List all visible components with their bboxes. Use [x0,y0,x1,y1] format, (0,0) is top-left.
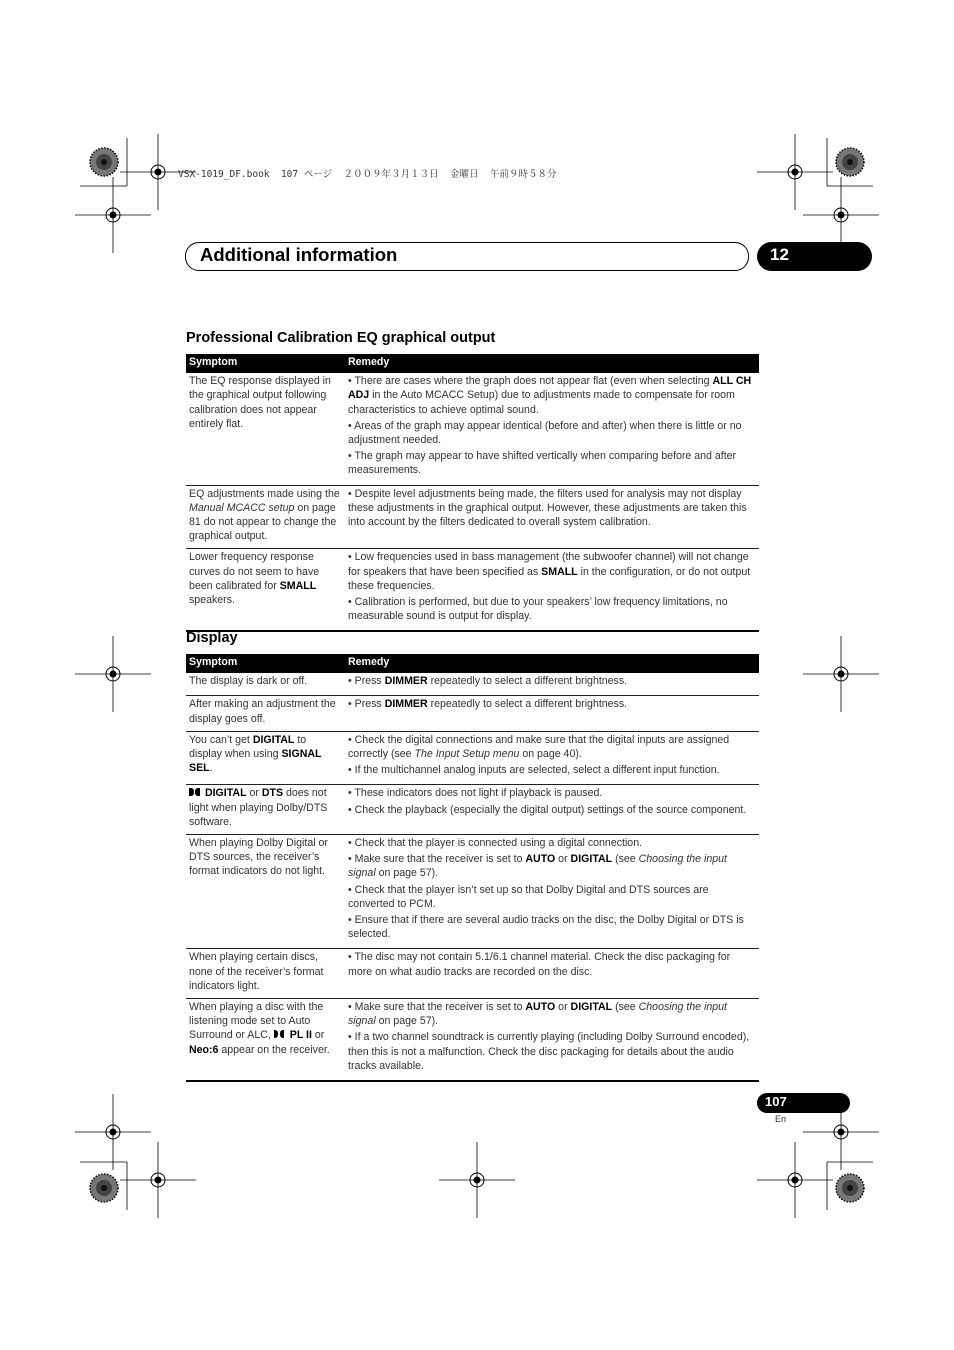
remedy-item: • Despite level adjustments being made, the filters used for analysis may not display these adjustments in the graphical output. However, these adjustments are taken this into account by the filters dedicated to overall system calibration. [348,487,747,529]
section-heading-display: Display [186,630,238,646]
remedy-item: • Check that the player isn’t set up so that Dolby Digital and DTS sources are converted to PCM. [348,883,709,910]
symptom-cell: You can’t get DIGITAL to display when using SIGNAL SEL. [186,731,345,785]
column-header-symptom: Symptom [186,354,345,373]
remedy-cell [345,835,759,949]
symptom-cell: DIGITAL or DTS does not light when playing Dolby/DTS software. [186,785,345,835]
table-row [186,696,759,731]
remedy-item: • These indicators does not light if playback is paused. [348,787,603,800]
table-row [186,731,759,785]
remedy-item: • Check the digital connections and make sure that the digital inputs are assigned correctly (see The Input Setup menu on page 40). [348,733,730,761]
print-info-line: VSX-1019_DF.book 107 ページ ２００９年３月１３日 金曜日 午前９時５８分 [178,169,557,180]
remedy-cell [345,373,759,485]
remedy-cell [345,999,759,1082]
symptom-cell: Lower frequency response curves do not seem to have been calibrated for SMALL speakers. [186,549,345,632]
remedy-item: • Press DIMMER repeatedly to select a different brightness. [348,675,628,688]
table-row [186,785,759,835]
table-row [186,485,759,549]
page-number: 107 [765,1094,787,1109]
troubleshooting-table-eq [186,354,759,632]
remedy-item: • The graph may appear to have shifted vertically when comparing before and after measurements. [348,450,737,477]
table-row [186,673,759,696]
page-title: Additional information [200,244,398,265]
remedy-item: • Make sure that the receiver is set to AUTO or DIGITAL (see Choosing the input signal on page 57). [348,853,727,880]
table-row [186,949,759,999]
remedy-item: • If a two channel soundtrack is currently playing (including Dolby Surround encoded), then this is not a malfunction. Check the disc packaging for details about the audio tracks available. [348,1031,750,1072]
symptom-cell: When playing certain discs, none of the receiver’s format indicators light. [186,949,345,999]
symptom-cell: After making an adjustment the display goes off. [186,696,345,731]
remedy-item: • There are cases where the graph does not appear flat (even when selecting ALL CH ADJ in the Auto MCACC Setup) due to adjustments made to compensate for room characteristics to achieve optimal sound. [348,375,752,416]
symptom-cell: The display is dark or off. [186,673,345,696]
remedy-item: • Areas of the graph may appear identical (before and after) when there is little or no adjustment needed. [348,419,742,447]
remedy-cell [345,785,759,835]
remedy-item: • Check that the player is connected using a digital connection. [348,837,643,850]
remedy-cell [345,673,759,696]
remedy-cell [345,485,759,549]
remedy-item: • Press DIMMER repeatedly to select a different brightness. [348,698,628,711]
column-header-symptom: Symptom [186,654,345,673]
remedy-item: • Low frequencies used in bass management (the subwoofer channel) will not change for speakers that have been specified as SMALL in the configuration, or do not output these frequencies. [348,551,751,592]
troubleshooting-table-display [186,654,759,1082]
remedy-item: • If the multichannel analog inputs are selected, select a different input function. [348,764,720,777]
symptom-cell: When playing a disc with the listening mode set to Auto Surround or ALC, PL II or Neo:6 appear on the receiver. [186,999,345,1082]
remedy-cell [345,731,759,785]
table-row [186,549,759,632]
column-header-remedy: Remedy [345,654,759,673]
section-heading-eq: Professional Calibration EQ graphical output [186,330,496,346]
remedy-item: • Make sure that the receiver is set to AUTO or DIGITAL (see Choosing the input signal on page 57). [348,1001,727,1028]
column-header-remedy: Remedy [345,354,759,373]
symptom-cell: The EQ response displayed in the graphical output following calibration does not appear entirely flat. [186,373,345,485]
table-row [186,835,759,949]
page-language: En [775,1114,787,1124]
remedy-item: • Calibration is performed, but due to your speakers’ low frequency limitations, no measurable sound is output for display. [348,596,728,623]
table-row [186,999,759,1082]
remedy-item: • Check the playback (especially the digital output) settings of the source component. [348,803,747,816]
remedy-cell [345,696,759,731]
remedy-cell [345,549,759,632]
remedy-item: • Ensure that if there are several audio tracks on the disc, the Dolby Digital or DTS is selected. [348,914,744,941]
remedy-cell [345,949,759,999]
table-row [186,373,759,485]
symptom-cell: EQ adjustments made using the Manual MCACC setup on page 81 do not appear to change the graphical output. [186,485,345,549]
remedy-item: • The disc may not contain 5.1/6.1 channel material. Check the disc packaging for more on what audio tracks are recorded on the disc. [348,951,731,978]
chapter-number: 12 [770,245,789,264]
symptom-cell: When playing Dolby Digital or DTS sources, the receiver’s format indicators do not light. [186,835,345,949]
